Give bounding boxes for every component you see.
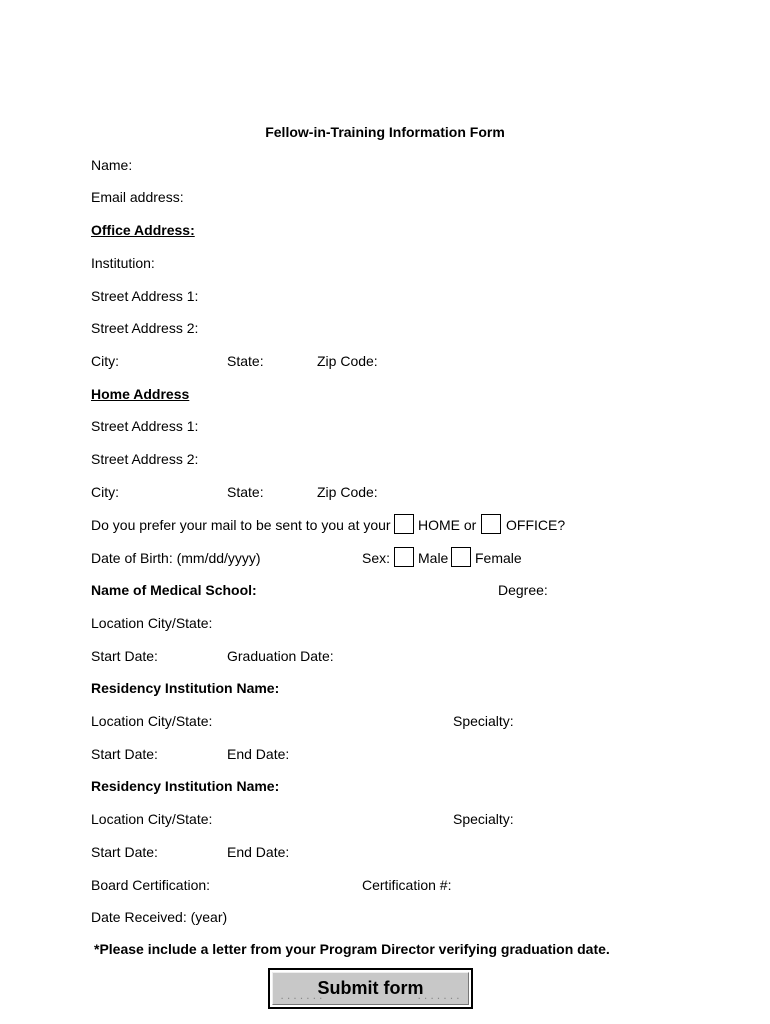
name-label: Name:	[91, 157, 133, 173]
residency1-start-label: Start Date:	[91, 746, 158, 762]
sex-female-checkbox[interactable]	[451, 547, 471, 567]
home-street2-label: Street Address 2:	[91, 451, 199, 467]
home-address-heading: Home Address	[91, 386, 190, 402]
residency2-name-label: Residency Institution Name:	[91, 778, 280, 794]
home-zip-label: Zip Code:	[317, 484, 378, 500]
mail-office-checkbox[interactable]	[481, 514, 501, 534]
residency2-end-label: End Date:	[227, 844, 290, 860]
sex-male-label: Male	[418, 550, 449, 566]
mail-home-checkbox[interactable]	[394, 514, 414, 534]
sex-label: Sex:	[362, 550, 391, 566]
residency1-end-label: End Date:	[227, 746, 290, 762]
home-city-label: City:	[91, 484, 119, 500]
degree-label: Degree:	[498, 582, 548, 598]
dotted-decoration-left: . . . . . . .	[281, 992, 323, 1001]
residency1-specialty-label: Specialty:	[453, 713, 514, 729]
office-zip-label: Zip Code:	[317, 353, 378, 369]
office-street2-label: Street Address 2:	[91, 320, 199, 336]
home-street1-label: Street Address 1:	[91, 418, 199, 434]
office-address-heading: Office Address:	[91, 222, 195, 238]
office-street1-label: Street Address 1:	[91, 288, 199, 304]
mail-home-label: HOME or	[418, 517, 477, 533]
email-label: Email address:	[91, 189, 184, 205]
board-certification-label: Board Certification:	[91, 877, 211, 893]
form-title: Fellow-in-Training Information Form	[265, 124, 505, 140]
residency1-location-label: Location City/State:	[91, 713, 213, 729]
sex-male-checkbox[interactable]	[394, 547, 414, 567]
dob-label: Date of Birth: (mm/dd/yyyy)	[91, 550, 261, 566]
residency2-start-label: Start Date:	[91, 844, 158, 860]
med-graduation-date-label: Graduation Date:	[227, 648, 334, 664]
dotted-decoration-right: . . . . . . .	[418, 992, 460, 1001]
mail-preference-question: Do you prefer your mail to be sent to you at your	[91, 517, 391, 533]
office-city-label: City:	[91, 353, 119, 369]
submit-form-label: Submit form	[317, 978, 424, 998]
institution-label: Institution:	[91, 255, 155, 271]
submit-form-button[interactable]	[268, 968, 473, 1009]
med-location-label: Location City/State:	[91, 615, 213, 631]
residency2-specialty-label: Specialty:	[453, 811, 514, 827]
certification-number-label: Certification #:	[362, 877, 452, 893]
date-received-label: Date Received: (year)	[91, 909, 228, 925]
program-director-note: *Please include a letter from your Program Director verifying graduation date.	[94, 941, 610, 957]
residency1-name-label: Residency Institution Name:	[91, 680, 280, 696]
residency2-location-label: Location City/State:	[91, 811, 213, 827]
mail-office-label: OFFICE?	[506, 517, 566, 533]
med-start-date-label: Start Date:	[91, 648, 158, 664]
sex-female-label: Female	[475, 550, 522, 566]
medical-school-label: Name of Medical School:	[91, 582, 257, 598]
home-state-label: State:	[227, 484, 264, 500]
office-state-label: State:	[227, 353, 264, 369]
